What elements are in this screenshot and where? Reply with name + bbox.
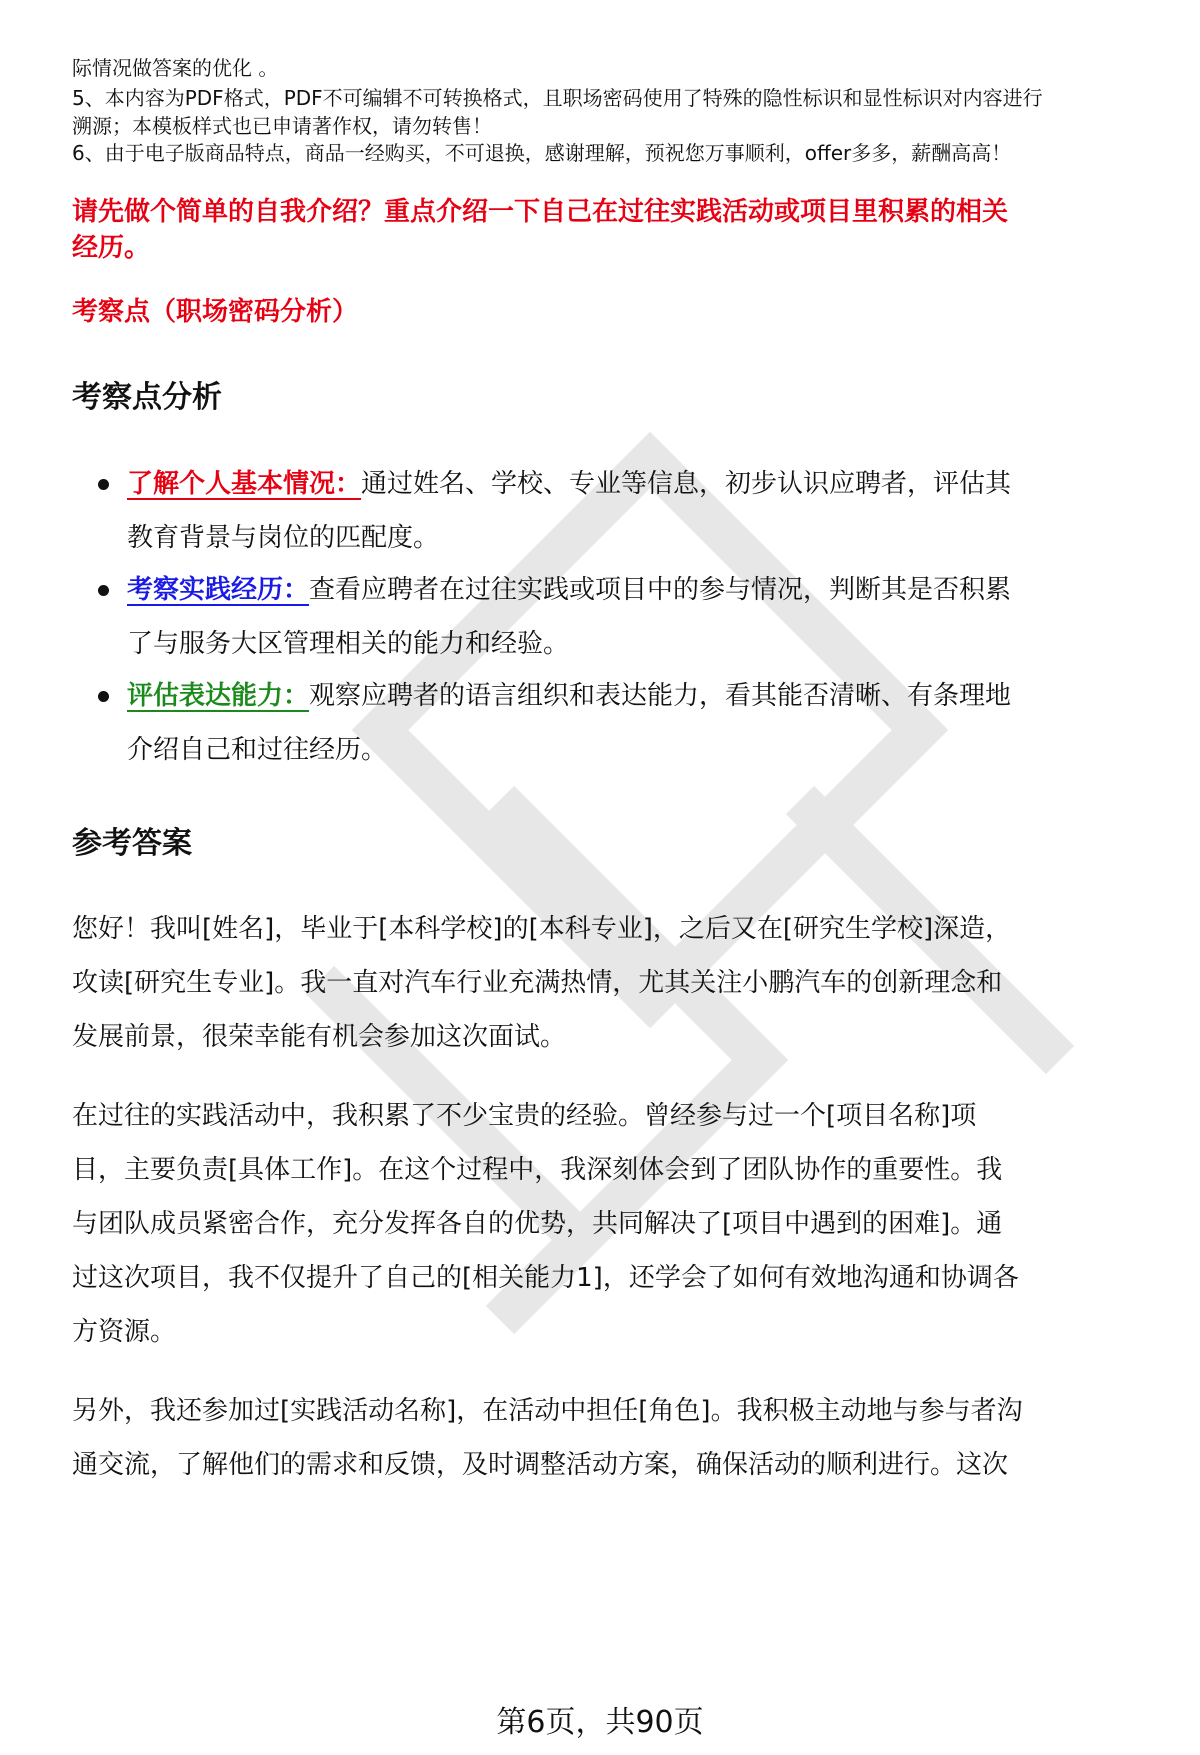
- answer-line: 您好！我叫[姓名]，毕业于[本科学校]的[本科专业]，之后又在[研究生学校]深造，: [72, 914, 1012, 944]
- answer-line: 与团队成员紧密合作，充分发挥各自的优势，共同解决了[项目中遇到的困难]。通: [72, 1209, 1003, 1239]
- answer-line: 发展前景，很荣幸能有机会参加这次面试。: [72, 1022, 567, 1052]
- bullet-text: 观察应聘者的语言组织和表达能力，看其能否清晰、有条理地: [309, 681, 1012, 711]
- page-number: 第6页，共90页: [496, 1705, 704, 1740]
- bullet-text: 通过姓名、学校、专业等信息，初步认识应聘者，评估其: [361, 469, 1012, 499]
- bullet-item: [127, 560, 1011, 620]
- bullet-key: 考察实践经历：: [127, 575, 310, 605]
- bullet-text-cont: 教育背景与岗位的匹配度。: [127, 523, 440, 553]
- analysis-label: 考察点（职场密码分析）: [72, 297, 359, 327]
- bullet-key: 了解个人基本情况：: [127, 469, 362, 499]
- bullet-text: 查看应聘者在过往实践或项目中的参与情况，判断其是否积累: [309, 575, 1012, 605]
- answer-line: 方资源。: [72, 1317, 177, 1347]
- question-title-line: 经历。: [72, 233, 151, 263]
- bullet-text-cont: 了与服务大区管理相关的能力和经验。: [127, 629, 570, 659]
- answer-line: 攻读[研究生专业]。我一直对汽车行业充满热情，尤其关注小鹏汽车的创新理念和: [72, 968, 1003, 998]
- answer-line: 在过往的实践活动中，我积累了不少宝贵的经验。曾经参与过一个[项目名称]项: [72, 1101, 977, 1131]
- bullet-item: [127, 666, 1011, 726]
- bullet-text-cont: 介绍自己和过往经历。: [127, 735, 388, 765]
- bullet-icon: [98, 479, 109, 490]
- note-line: 5、本内容为PDF格式，PDF不可编辑不可转换格式，且职场密码使用了特殊的隐性标识和显性标识对内容进行: [72, 86, 1043, 110]
- note-line: 6、由于电子版商品特点，商品一经购买，不可退换，感谢理解，预祝您万事顺利，offer多多，薪酬高高！: [72, 141, 1012, 165]
- bullet-icon: [98, 585, 109, 596]
- answer-line: 过这次项目，我不仅提升了自己的[相关能力1]，还学会了如何有效地沟通和协调各: [72, 1263, 1019, 1293]
- bullet-key: 评估表达能力：: [127, 681, 310, 711]
- answer-line: 目，主要负责[具体工作]。在这个过程中，我深刻体会到了团队协作的重要性。我: [72, 1155, 1003, 1185]
- question-title-line: 请先做个简单的自我介绍？重点介绍一下自己在过往实践活动或项目里积累的相关: [72, 197, 1009, 227]
- bullet-item: [127, 454, 1011, 514]
- analysis-heading: 考察点分析: [72, 380, 222, 415]
- bullet-icon: [98, 691, 109, 702]
- answer-line: 通交流，了解他们的需求和反馈，及时调整活动方案，确保活动的顺利进行。这次: [72, 1450, 1009, 1480]
- note-line: 际情况做答案的优化 。: [72, 56, 279, 80]
- answer-heading: 参考答案: [72, 826, 192, 861]
- answer-line: 另外，我还参加过[实践活动名称]，在活动中担任[角色]。我积极主动地与参与者沟: [72, 1396, 1023, 1426]
- note-line: 溯源；本模板样式也已申请著作权，请勿转售！: [72, 114, 492, 138]
